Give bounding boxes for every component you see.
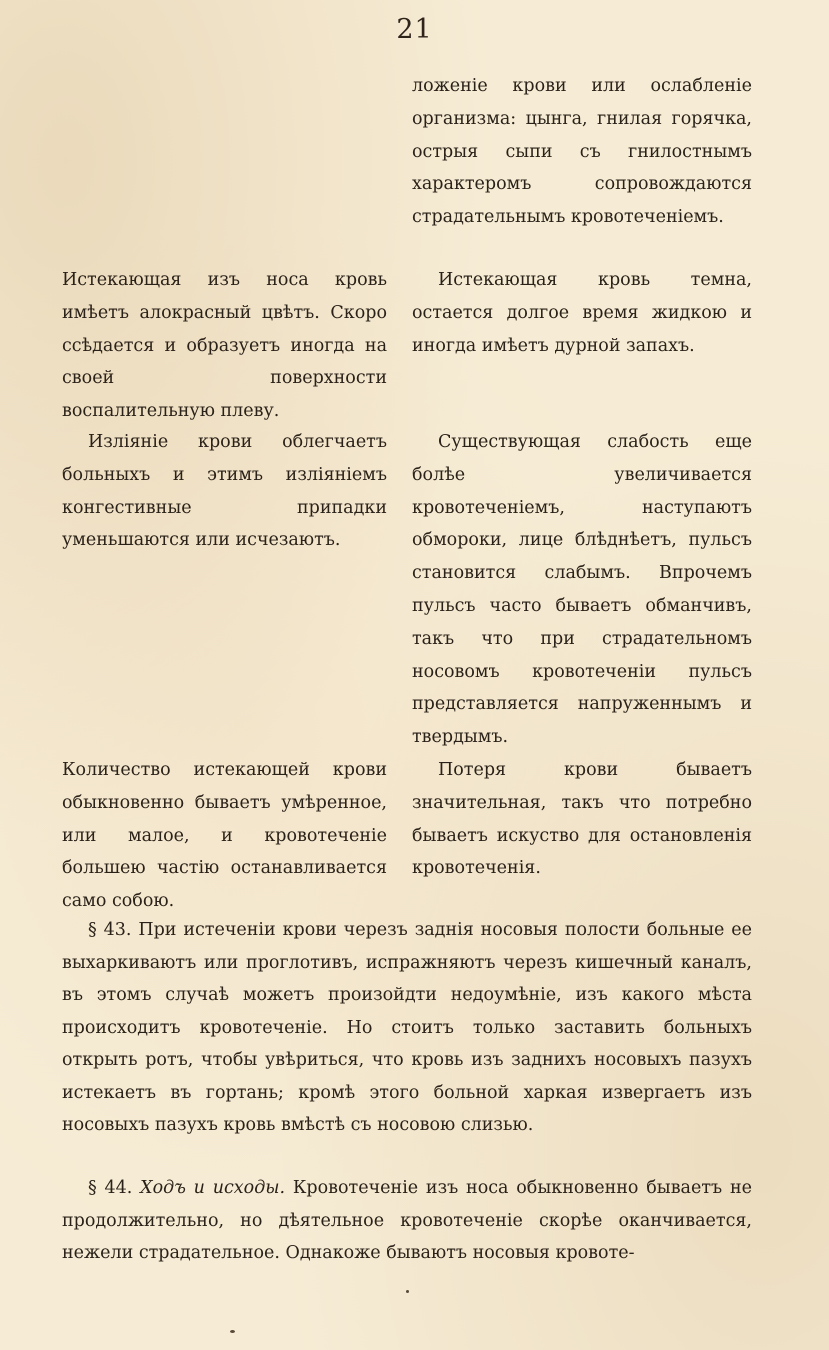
section-43-paragraph: § 43. При истеченіи крови черезъ заднія носовыя полости больные ее выхаркиваютъ или проглотивъ, испражняютъ черезъ кишечный каналъ, въ этомъ случаѣ можетъ произойдти недоумѣніе, изъ какого мѣста происходитъ кровотеченіе. Но стоитъ только заставить больныхъ открыть ротъ, чтобы увѣриться, что кровь изъ заднихъ носовыхъ пазухъ истекаетъ въ гортань; кромѣ этого больной харкая извергаетъ изъ носовыхъ пазухъ кровь вмѣстѣ съ носовою слизью. — [62, 920, 752, 1135]
left-paragraph-1: Истекающая изъ носа кровь имѣетъ алокрасный цвѣтъ. Скоро ссѣдается и образуетъ иногда на своей поверхности воспалительную плеву. — [62, 270, 387, 422]
right-paragraph-3: Существующая слабость еще болѣе увеличивается кровотеченіемъ, наступаютъ обмороки, лице блѣднѣетъ, пульсъ становится слабымъ. Впрочемъ пульсъ часто бываетъ обманчивъ, такъ что при страдательномъ носовомъ кровотеченіи пульсъ представляется напруженнымъ и твердымъ. — [412, 432, 752, 748]
right-column-block-3 — [412, 426, 752, 754]
right-paragraph-4: Потеря крови бываетъ значительная, такъ что потребно бываетъ искуство для остановленія кровотеченія. — [412, 760, 752, 879]
left-column-block-3 — [62, 754, 387, 918]
right-column-block-4 — [412, 754, 752, 885]
right-paragraph-1: ложеніе крови или ослабленіе организма: цынга, гнилая горячка, острыя сыпи съ гнилостнымъ характеромъ сопровождаются страдательнымъ кровотеченіемъ. — [412, 76, 752, 228]
section-44-text: Кровотеченіе изъ носа обыкновенно бываетъ не продолжительно, но дѣятельное кровотеченіе скорѣе оканчивается, нежели страдательное. Однакоже бываютъ носовыя кровоте- — [62, 1178, 752, 1263]
page-number: 21 — [396, 14, 433, 45]
section-44-paragraph — [62, 1172, 752, 1270]
section-44-number: § 44. — [88, 1178, 133, 1198]
right-column — [412, 70, 752, 234]
section-44-title: Ходъ и исходы. — [140, 1178, 286, 1198]
left-paragraph-2: Изліяніе крови облегчаетъ больныхъ и этимъ изліяніемъ конгестивные припадки уменьшаются или исчезаютъ. — [62, 432, 387, 551]
right-paragraph-2: Истекающая кровь темна, остается долгое время жидкою и иногда имѣетъ дурной запахъ. — [412, 270, 752, 356]
left-paragraph-3: Количество истекающей крови обыкновенно бываетъ умѣренное, или малое, и кровотеченіе большею частію останавливается само собою. — [62, 760, 387, 912]
ink-speck — [230, 1330, 235, 1333]
ink-speck — [406, 1290, 409, 1293]
left-column-block-2 — [62, 426, 387, 557]
left-column-block-1 — [62, 264, 387, 428]
right-column-block-2 — [412, 264, 752, 362]
